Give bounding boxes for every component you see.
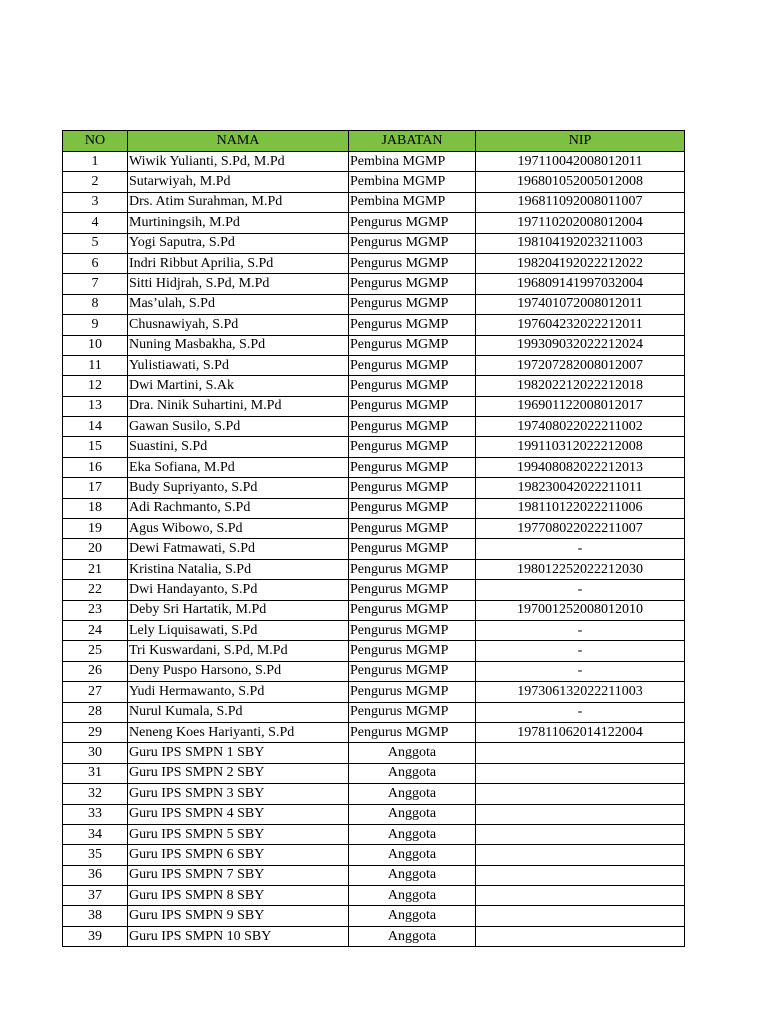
cell-jabatan: Pengurus MGMP	[349, 661, 476, 681]
cell-jabatan: Anggota	[349, 865, 476, 885]
cell-jabatan: Pengurus MGMP	[349, 335, 476, 355]
cell-jabatan: Pembina MGMP	[349, 172, 476, 192]
table-row	[63, 192, 685, 212]
cell-no: 22	[63, 580, 128, 600]
cell-nip: -	[476, 702, 685, 722]
cell-no: 18	[63, 498, 128, 518]
cell-no: 7	[63, 274, 128, 294]
cell-nama: Adi Rachmanto, S.Pd	[128, 498, 349, 518]
header-nama: NAMA	[128, 131, 349, 152]
cell-nama: Dwi Handayanto, S.Pd	[128, 580, 349, 600]
cell-nip: 196811092008011007	[476, 192, 685, 212]
cell-nip: 198230042022211011	[476, 478, 685, 498]
table-row	[63, 824, 685, 844]
cell-jabatan: Pengurus MGMP	[349, 417, 476, 437]
cell-no: 16	[63, 457, 128, 477]
cell-nip: 196809141997032004	[476, 274, 685, 294]
cell-nama: Guru IPS SMPN 9 SBY	[128, 906, 349, 926]
cell-jabatan: Anggota	[349, 926, 476, 946]
cell-nama: Kristina Natalia, S.Pd	[128, 559, 349, 579]
table-row	[63, 396, 685, 416]
cell-nama: Indri Ribbut Aprilia, S.Pd	[128, 253, 349, 273]
cell-no: 29	[63, 722, 128, 742]
cell-no: 35	[63, 845, 128, 865]
cell-nip	[476, 743, 685, 763]
cell-nama: Yogi Saputra, S.Pd	[128, 233, 349, 253]
table-row	[63, 152, 685, 172]
cell-nip: 199408082022212013	[476, 457, 685, 477]
table-row	[63, 172, 685, 192]
cell-no: 6	[63, 253, 128, 273]
cell-jabatan: Pembina MGMP	[349, 152, 476, 172]
cell-no: 12	[63, 376, 128, 396]
cell-nip: 197001252008012010	[476, 600, 685, 620]
cell-no: 36	[63, 865, 128, 885]
cell-nip: 197110202008012004	[476, 213, 685, 233]
cell-nama: Guru IPS SMPN 7 SBY	[128, 865, 349, 885]
table-row	[63, 519, 685, 539]
cell-no: 1	[63, 152, 128, 172]
table-row	[63, 661, 685, 681]
table-body	[63, 152, 685, 947]
cell-nip: 198012252022212030	[476, 559, 685, 579]
cell-nip: 197604232022212011	[476, 315, 685, 335]
cell-nama: Dra. Ninik Suhartini, M.Pd	[128, 396, 349, 416]
table-row	[63, 539, 685, 559]
cell-nip	[476, 886, 685, 906]
cell-nama: Guru IPS SMPN 1 SBY	[128, 743, 349, 763]
table-row	[63, 315, 685, 335]
cell-nama: Nuning Masbakha, S.Pd	[128, 335, 349, 355]
table-row	[63, 376, 685, 396]
cell-nama: Drs. Atim Surahman, M.Pd	[128, 192, 349, 212]
table-row	[63, 600, 685, 620]
cell-jabatan: Pengurus MGMP	[349, 498, 476, 518]
cell-nip: -	[476, 539, 685, 559]
table-row	[63, 478, 685, 498]
cell-jabatan: Pengurus MGMP	[349, 539, 476, 559]
cell-nip: 197207282008012007	[476, 355, 685, 375]
cell-nip	[476, 906, 685, 926]
cell-no: 32	[63, 784, 128, 804]
cell-nama: Suastini, S.Pd	[128, 437, 349, 457]
cell-nip: 198104192023211003	[476, 233, 685, 253]
cell-no: 34	[63, 824, 128, 844]
header-no: NO	[63, 131, 128, 152]
cell-jabatan: Anggota	[349, 906, 476, 926]
cell-no: 10	[63, 335, 128, 355]
cell-nama: Agus Wibowo, S.Pd	[128, 519, 349, 539]
cell-no: 39	[63, 926, 128, 946]
table-row	[63, 804, 685, 824]
table-row	[63, 620, 685, 640]
cell-no: 31	[63, 763, 128, 783]
cell-no: 2	[63, 172, 128, 192]
table-row	[63, 743, 685, 763]
cell-nama: Dewi Fatmawati, S.Pd	[128, 539, 349, 559]
cell-nip	[476, 804, 685, 824]
cell-jabatan: Pengurus MGMP	[349, 213, 476, 233]
cell-nama: Guru IPS SMPN 2 SBY	[128, 763, 349, 783]
cell-nip: 199309032022212024	[476, 335, 685, 355]
cell-jabatan: Anggota	[349, 743, 476, 763]
cell-nip: 199110312022212008	[476, 437, 685, 457]
cell-no: 9	[63, 315, 128, 335]
table-row	[63, 437, 685, 457]
cell-nama: Neneng Koes Hariyanti, S.Pd	[128, 722, 349, 742]
cell-jabatan: Pengurus MGMP	[349, 702, 476, 722]
table-row	[63, 722, 685, 742]
cell-nama: Guru IPS SMPN 10 SBY	[128, 926, 349, 946]
header-jabatan: JABATAN	[349, 131, 476, 152]
table-row	[63, 886, 685, 906]
table-row	[63, 233, 685, 253]
cell-no: 17	[63, 478, 128, 498]
cell-jabatan: Pengurus MGMP	[349, 682, 476, 702]
cell-nama: Tri Kuswardani, S.Pd, M.Pd	[128, 641, 349, 661]
cell-jabatan: Pengurus MGMP	[349, 519, 476, 539]
table-row	[63, 253, 685, 273]
table-row	[63, 213, 685, 233]
cell-jabatan: Anggota	[349, 845, 476, 865]
cell-jabatan: Anggota	[349, 804, 476, 824]
cell-no: 38	[63, 906, 128, 926]
cell-jabatan: Anggota	[349, 763, 476, 783]
cell-nip: 198204192022212022	[476, 253, 685, 273]
cell-no: 19	[63, 519, 128, 539]
cell-nama: Guru IPS SMPN 6 SBY	[128, 845, 349, 865]
cell-nip	[476, 824, 685, 844]
cell-nip: 196901122008012017	[476, 396, 685, 416]
cell-nama: Gawan Susilo, S.Pd	[128, 417, 349, 437]
cell-jabatan: Pengurus MGMP	[349, 437, 476, 457]
cell-jabatan: Pengurus MGMP	[349, 722, 476, 742]
cell-nama: Guru IPS SMPN 3 SBY	[128, 784, 349, 804]
cell-nama: Sitti Hidjrah, S.Pd, M.Pd	[128, 274, 349, 294]
cell-jabatan: Anggota	[349, 784, 476, 804]
cell-jabatan: Pengurus MGMP	[349, 559, 476, 579]
cell-nip: -	[476, 661, 685, 681]
cell-nama: Guru IPS SMPN 8 SBY	[128, 886, 349, 906]
header-nip: NIP	[476, 131, 685, 152]
cell-no: 27	[63, 682, 128, 702]
cell-jabatan: Pengurus MGMP	[349, 274, 476, 294]
cell-nip: 197306132022211003	[476, 682, 685, 702]
cell-nip: 197401072008012011	[476, 294, 685, 314]
cell-no: 8	[63, 294, 128, 314]
table-row	[63, 294, 685, 314]
cell-jabatan: Pengurus MGMP	[349, 478, 476, 498]
cell-nip: 198110122022211006	[476, 498, 685, 518]
cell-no: 30	[63, 743, 128, 763]
cell-nip	[476, 865, 685, 885]
cell-nama: Mas’ulah, S.Pd	[128, 294, 349, 314]
table-row	[63, 457, 685, 477]
table-row	[63, 763, 685, 783]
cell-jabatan: Pengurus MGMP	[349, 294, 476, 314]
cell-nama: Yudi Hermawanto, S.Pd	[128, 682, 349, 702]
cell-no: 33	[63, 804, 128, 824]
cell-no: 5	[63, 233, 128, 253]
cell-no: 23	[63, 600, 128, 620]
cell-no: 20	[63, 539, 128, 559]
cell-no: 37	[63, 886, 128, 906]
cell-nip: -	[476, 620, 685, 640]
cell-jabatan: Pengurus MGMP	[349, 641, 476, 661]
cell-nip: 197110042008012011	[476, 152, 685, 172]
cell-no: 4	[63, 213, 128, 233]
cell-jabatan: Anggota	[349, 824, 476, 844]
member-table	[62, 130, 685, 947]
cell-nip: 196801052005012008	[476, 172, 685, 192]
table-header	[63, 131, 685, 152]
cell-nip: 197708022022211007	[476, 519, 685, 539]
cell-nama: Deny Puspo Harsono, S.Pd	[128, 661, 349, 681]
cell-no: 3	[63, 192, 128, 212]
cell-jabatan: Anggota	[349, 886, 476, 906]
cell-nip	[476, 784, 685, 804]
cell-nama: Wiwik Yulianti, S.Pd, M.Pd	[128, 152, 349, 172]
cell-nama: Lely Liquisawati, S.Pd	[128, 620, 349, 640]
table-row	[63, 580, 685, 600]
table-row	[63, 702, 685, 722]
cell-no: 13	[63, 396, 128, 416]
cell-nama: Guru IPS SMPN 4 SBY	[128, 804, 349, 824]
cell-no: 21	[63, 559, 128, 579]
cell-nip: 197408022022211002	[476, 417, 685, 437]
cell-nama: Yulistiawati, S.Pd	[128, 355, 349, 375]
cell-nama: Sutarwiyah, M.Pd	[128, 172, 349, 192]
table-row	[63, 845, 685, 865]
table-row	[63, 906, 685, 926]
cell-nip	[476, 926, 685, 946]
cell-no: 14	[63, 417, 128, 437]
cell-no: 11	[63, 355, 128, 375]
cell-nip: -	[476, 641, 685, 661]
cell-nama: Budy Supriyanto, S.Pd	[128, 478, 349, 498]
cell-nip: 197811062014122004	[476, 722, 685, 742]
cell-jabatan: Pengurus MGMP	[349, 355, 476, 375]
cell-nama: Nurul Kumala, S.Pd	[128, 702, 349, 722]
table-row	[63, 559, 685, 579]
cell-nama: Dwi Martini, S.Ak	[128, 376, 349, 396]
table-row	[63, 498, 685, 518]
cell-jabatan: Pengurus MGMP	[349, 315, 476, 335]
cell-jabatan: Pengurus MGMP	[349, 600, 476, 620]
cell-jabatan: Pengurus MGMP	[349, 580, 476, 600]
cell-jabatan: Pembina MGMP	[349, 192, 476, 212]
cell-nip: 198202212022212018	[476, 376, 685, 396]
cell-no: 24	[63, 620, 128, 640]
cell-no: 26	[63, 661, 128, 681]
cell-nama: Eka Sofiana, M.Pd	[128, 457, 349, 477]
cell-nama: Deby Sri Hartatik, M.Pd	[128, 600, 349, 620]
cell-no: 25	[63, 641, 128, 661]
table-row	[63, 682, 685, 702]
table-row	[63, 641, 685, 661]
table-row	[63, 417, 685, 437]
cell-jabatan: Pengurus MGMP	[349, 253, 476, 273]
cell-nama: Chusnawiyah, S.Pd	[128, 315, 349, 335]
cell-no: 28	[63, 702, 128, 722]
cell-nama: Guru IPS SMPN 5 SBY	[128, 824, 349, 844]
table-row	[63, 926, 685, 946]
table-row	[63, 355, 685, 375]
cell-jabatan: Pengurus MGMP	[349, 620, 476, 640]
cell-nip	[476, 763, 685, 783]
table-row	[63, 335, 685, 355]
cell-jabatan: Pengurus MGMP	[349, 376, 476, 396]
cell-nip	[476, 845, 685, 865]
table-row	[63, 784, 685, 804]
cell-jabatan: Pengurus MGMP	[349, 396, 476, 416]
table-row	[63, 274, 685, 294]
table-row	[63, 865, 685, 885]
cell-nama: Murtiningsih, M.Pd	[128, 213, 349, 233]
cell-nip: -	[476, 580, 685, 600]
cell-no: 15	[63, 437, 128, 457]
cell-jabatan: Pengurus MGMP	[349, 457, 476, 477]
header-row	[63, 131, 685, 152]
cell-jabatan: Pengurus MGMP	[349, 233, 476, 253]
